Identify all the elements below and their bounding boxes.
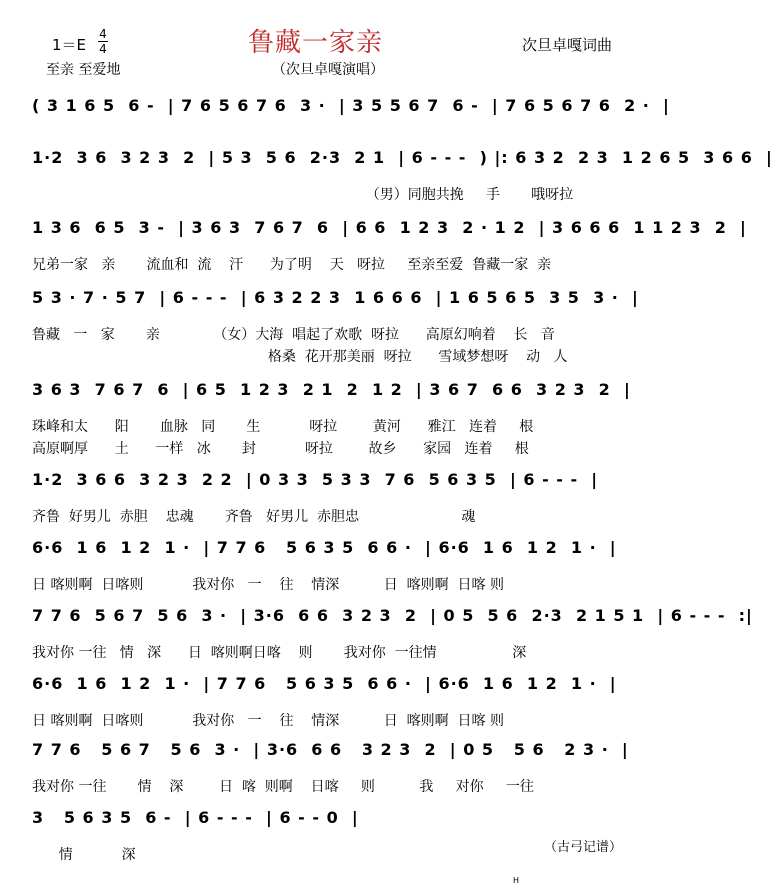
lyric-line: 兄弟一家 亲 流血和 流 汗 为了明 天 呀拉 至亲至爱 鲁藏一家 亲 bbox=[32, 257, 552, 273]
lyric-line: 珠峰和太 阳 血脉 同 生 呀拉 黄河 雅江 连着 根 bbox=[32, 419, 534, 435]
time-signature-top: 4 bbox=[99, 27, 107, 41]
composer-credit: 次旦卓嘎词曲 bbox=[522, 36, 613, 54]
transcriber-credit: （古弓记谱） bbox=[544, 840, 623, 855]
lyric-line: 日 喀则啊 日喀则 我对你 一 往 情深 日 喀则啊 日喀 则 bbox=[32, 713, 505, 729]
notation-line: 1 3 6 6 5 3 - | 3 6 3 7 6 7 6 | 6 6 1 2 3 2 · 1 2 | 3 6 6 6 1 1 2 3 2 | bbox=[32, 218, 747, 237]
notation-line: ( 3 1 6 5 6 - | 7 6 5 6 7 6 3 · | 3 5 5 6 7 6 - | 7 6 5 6 7 6 2 · | bbox=[32, 96, 670, 115]
lyric-line: 我对你 一往 情 深 日 喀 则啊 日喀 则 我 对你 一往 bbox=[32, 779, 534, 795]
time-signature-bottom: 4 bbox=[99, 42, 107, 56]
notation-line: 7 7 6 5 6 7 5 6 3 · | 3·6 6 6 3 2 3 2 | 0 5 5 6 2 3 · | bbox=[32, 740, 629, 759]
notation-line: 1·2 3 6 6 3 2 3 2 2 | 0 3 3 5 3 3 7 6 5 6 3 5 | 6 - - - | bbox=[32, 470, 599, 489]
lyric-line: 鲁藏 一 家 亲 （女）大海 唱起了欢歌 呀拉 高原幻响着 长 音 bbox=[32, 327, 555, 343]
song-title: 鲁藏一家亲 bbox=[248, 28, 384, 58]
singer-credit: （次旦卓嘎演唱） bbox=[272, 62, 384, 78]
time-signature bbox=[98, 28, 108, 55]
lyric-line: （男）同胞共挽 手 哦呀拉 bbox=[32, 187, 574, 203]
notation-line: 7 7 6 5 6 7 5 6 3 · | 3·6 6 6 3 2 3 2 | 0 5 5 6 2·3 2 1 5 1 | 6 - - - :| bbox=[32, 606, 753, 625]
notation-line: 3 6 3 7 6 7 6 | 6 5 1 2 3 2 1 2 1 2 | 3 6 7 6 6 3 2 3 2 | bbox=[32, 380, 631, 399]
notation-line: 5 3 · 7 · 5 7 | 6 - - - | 6 3 2 2 3 1 6 6 6 | 1 6 5 6 5 3 5 3 · | bbox=[32, 288, 639, 307]
lyric-line: 齐鲁 好男儿 赤胆 忠魂 齐鲁 好男儿 赤胆忠 魂 bbox=[32, 509, 476, 525]
notation-line: 6·6 1 6 1 2 1 · | 7 7 6 5 6 3 5 6 6 · | 6·6 1 6 1 2 1 · | bbox=[32, 538, 617, 557]
key-signature: 1＝E bbox=[52, 36, 87, 54]
notation-line: 3 5 6 3 5 6 - | 6 - - - | 6 - - 0 | bbox=[32, 808, 359, 827]
corner-mark: H bbox=[513, 876, 520, 885]
notation-line: 1·2 3 6 3 2 3 2 | 5 3 5 6 2·3 2 1 | 6 - - - ) |: 6 3 2 2 3 1 2 6 5 3 6 6 | bbox=[32, 148, 773, 167]
lyric-line: 情 深 bbox=[32, 847, 136, 863]
tempo-expression: 至亲 至爱地 bbox=[46, 62, 121, 78]
lyric-line-verse-2: 格桑 花开那美丽 呀拉 雪域梦想呀 动 人 bbox=[32, 349, 568, 365]
lyric-line-verse-2: 高原啊厚 土 一样 冰 封 呀拉 故乡 家园 连着 根 bbox=[32, 441, 529, 457]
lyric-line: 日 喀则啊 日喀则 我对你 一 往 情深 日 喀则啊 日喀 则 bbox=[32, 577, 505, 593]
lyric-line: 我对你 一往 情 深 日 喀则啊日喀 则 我对你 一往情 深 bbox=[32, 645, 527, 661]
notation-line: 6·6 1 6 1 2 1 · | 7 7 6 5 6 3 5 6 6 · | 6·6 1 6 1 2 1 · | bbox=[32, 674, 617, 693]
